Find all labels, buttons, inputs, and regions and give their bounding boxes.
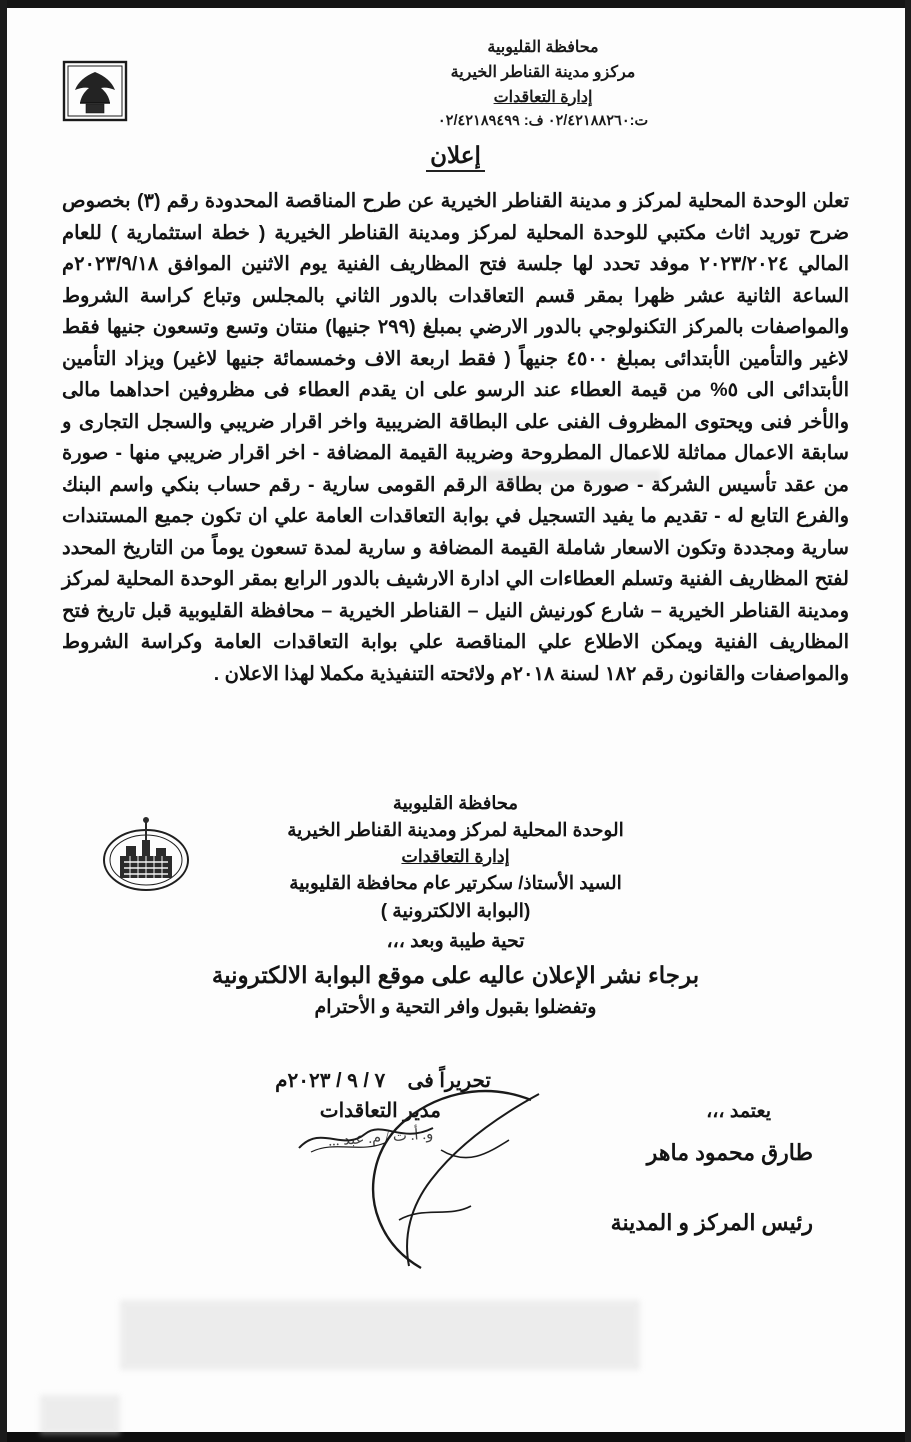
addressee-block [0,790,911,1023]
manager-title: مدير التعاقدات [319,1100,441,1122]
announcement-body [62,186,849,690]
approver-title: رئيس المركز و المدينة [610,1210,813,1235]
header-line-3: إدارة التعاقدات [493,88,593,106]
date-value: ٧ / ٩ / ٢٠٢٣م [275,1070,386,1092]
sig-line-request: برجاء نشر الإعلان عاليه على موقع البوابة الالكترونية [211,962,700,988]
sig-line-closing: وتفضلوا بقبول وافر التحية و الأحترام [314,997,597,1018]
eagle-emblem-icon [58,54,132,128]
date-label: تحريراً فى [407,1070,491,1092]
ink-smudge [481,470,661,484]
sig-line-department: إدارة التعاقدات [401,846,510,866]
header-authority-text [333,36,753,133]
sig-line-governorate: محافظة القليوبية [392,793,519,813]
approver-name: طارق محمود ماهر [646,1140,813,1165]
sig-line-addressee: السيد الأستاذ/ سكرتير عام محافظة القليوبية [289,872,622,893]
announcement-paragraph: تعلن الوحدة المحلية لمركز و مدينة القناطر الخيرية عن طرح المناقصة المحدودة رقم (٣) بخصوص ضرح توريد اثاث مكتبي للوحدة المحلية لمركز ومدينة القناطر الخيرية ( خطة استثمارية ) للعام المالي ٢٠٢٣/٢٠٢٤ موفد تحدد لها جلسة فتح المظاريف الفنية يوم الاثنين الموافق ٢٠٢٣/٩/١٨م الساعة الثانية عشر ظهرا بمقر قسم التعاقدات بالدور الثاني بالمجلس وتباع كراسة الشروط والمواصفات بالمركز التكنولوجي بالدور الارضي بمبلغ (٢٩٩ جنيها) منتان وتسع وتسعون جنيها فقط لاغير والتأمين الأبتدائى بمبلغ ٤٥٠٠ جنيهاً ( فقط اربعة الاف وخمسمائة جنيها لاغير) ويزاد التأمين الأبتدائى الى ٥% من قيمة العطاء عند الرسو على ان يقدم العطاء فى مظروفين احداهما مالى والأخر فنى ويحتوى المظروف الفنى على البطاقة الضريبية واخر اقرار ضريبي والسجل التجارى و سابقة الاعمال مماثلة للاعمال المطروحة وضريبة القيمة المضافة - اخر اقرار ضريبي منها - صورة من عقد تأسيس الشركة - صورة من بطاقة الرقم القومى سارية - رقم حساب بنكي واسم البنك والفرع التابع له - تقديم ما يفيد التسجيل في بوابة التعاقدات العامة علي ان تكون جميع المستندات سارية ومجددة وتكون الاسعار شاملة القيمة المضافة و سارية لمدة تسعون يوماً من التاريخ المحدد لفتح المظاريف الفنية وتسلم العطاءات الي ادارة الارشيف بالدور الرابع بمقر الوحدة المحلية لمركز ومدينة القناطر الخيرية – شارع كورنيش النيل – القناطر الخيرية – محافظة القليوبية قبل تاريخ فتح المظاريف الفنية ويمكن الاطلاع علي المناقصة علي بوابة التعاقدات العامة وكراسة الشروط والمواصفات والقانون رقم ١٨٢ لسنة ٢٠١٨م ولائحته التنفيذية مكملا لهذا الاعلان . [62,190,849,685]
scan-edge-bottom [0,1432,911,1442]
scan-edge-top [0,0,911,8]
document-title [0,142,911,169]
approval-word: يعتمد ،،، [706,1101,771,1122]
document-header [18,30,893,140]
manager-signature: و. أ. ت / م. عبد ... [327,1126,434,1150]
scan-smudge [120,1300,640,1370]
date-line [275,1068,491,1093]
scan-smudge-2 [40,1395,120,1435]
sig-line-local-unit: الوحدة المحلية لمركز ومدينة القناطر الخيرية [287,819,624,840]
sig-line-greeting: تحية طيبة وبعد ،،، [386,931,525,952]
page-title: إعلان [426,142,485,172]
scan-edge-left [0,0,7,1442]
scan-edge-right [905,0,911,1442]
sig-line-portal: (البوابة الالكترونية ) [380,901,531,922]
header-line-2: مركزو مدينة القناطر الخيرية [450,63,636,81]
header-phone-numbers: ت:٠٢/٤٢١٨٨٢٦٠ ف: ٠٢/٤٢١٨٩٤٩٩ [437,113,649,130]
header-line-1: محافظة القليوبية [487,39,599,56]
